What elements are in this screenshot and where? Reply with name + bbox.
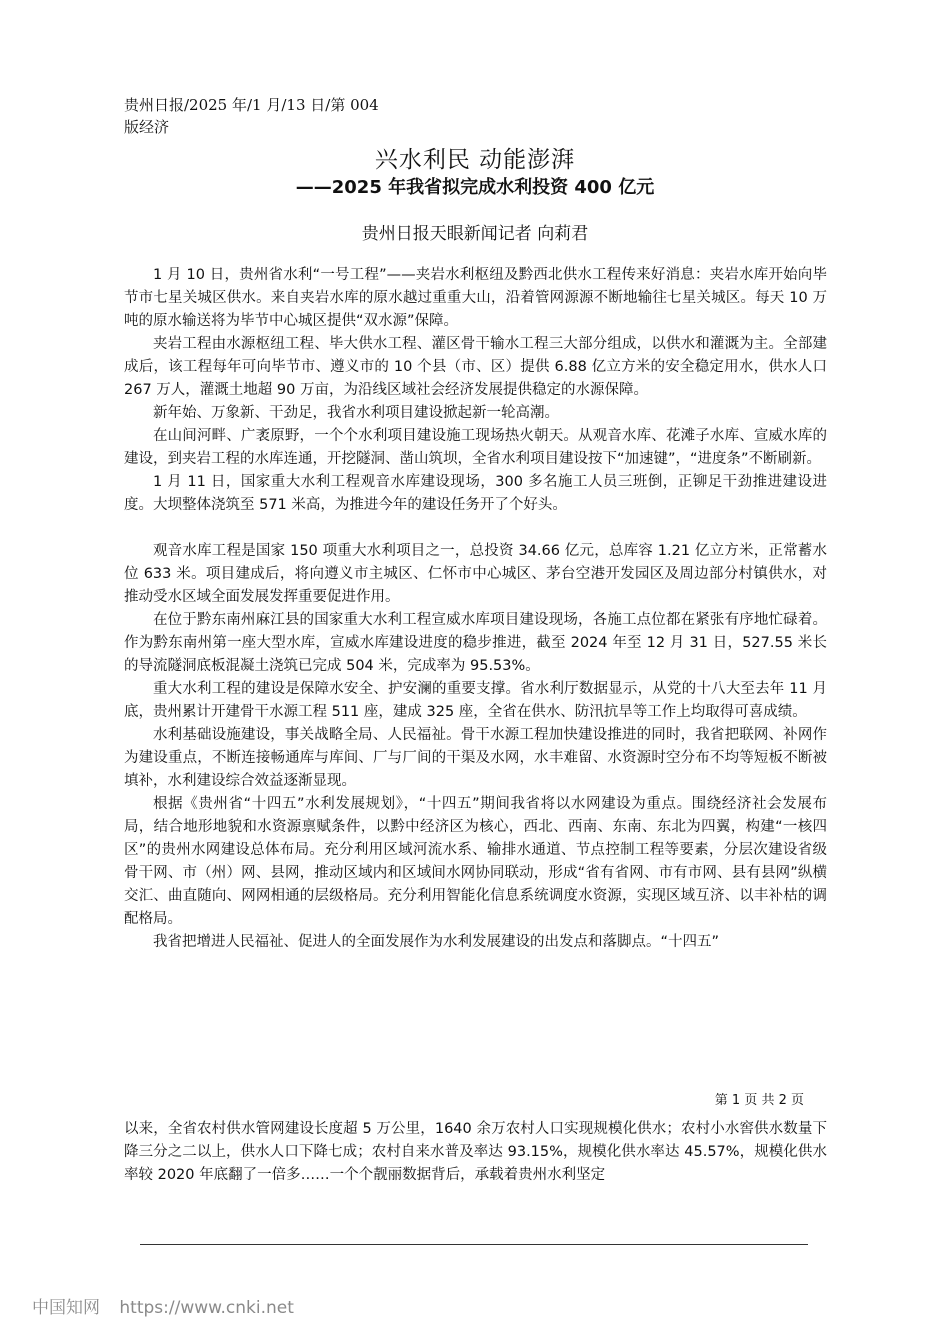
paragraph: 观音水库工程是国家 150 项重大水利项目之一，总投资 34.66 亿元，总库容 1.21 亿立方米，正常蓄水位 633 米。项目建成后，将向遵义市主城区、仁怀市中心城区、茅台空港开发园区及周边部分村镇供水，对推动受水区域全面发展发挥重要促进作用。 [124, 543, 827, 605]
continued-text [124, 1118, 827, 1187]
article-subtitle: ——2025 年我省拟完成水利投资 400 亿元 [295, 177, 655, 198]
article-author: 贵州日报天眼新闻记者 向莉君 [361, 224, 589, 244]
paragraph: 我省把增进人民福祉、促进人的全面发展作为水利发展建设的出发点和落脚点。“十四五” [153, 934, 720, 950]
paragraph: 重大水利工程的建设是保障水安全、护安澜的重要支撑。省水利厅数据显示，从党的十八大至去年 11 月底，贵州累计开建骨干水源工程 511 座，建成 325 座，全省在供水、防汛抗旱等工作上均取得可喜成绩。 [124, 681, 827, 720]
paragraph: 1 月 10 日，贵州省水利“一号工程”——夹岩水利枢纽及黔西北供水工程传来好消息：夹岩水库开始向毕节市七星关城区供水。来自夹岩水库的原水越过重重大山，沿着管网源源不断地输往七星关城区。每天 10 万吨的原水输送将为毕节中心城区提供“双水源”保障。 [124, 267, 827, 329]
footer-divider [140, 1244, 808, 1245]
paragraph: 在位于黔东南州麻江县的国家重大水利工程宣威水库项目建设现场，各施工点位都在紧张有序地忙碌着。作为黔东南州第一座大型水库，宣威水库建设进度的稳步推进，截至 2024 年至 12 月 31 日，527.55 米长的导流隧洞底板混凝土浇筑已完成 504 米，完成率为 95.53%。 [124, 612, 827, 674]
article-body [124, 264, 827, 954]
source-line-2: 版经济 [124, 118, 170, 136]
source-info [124, 94, 484, 138]
paragraph: 水利基础设施建设，事关战略全局、人民福祉。骨干水源工程加快建设推进的同时，我省把联网、补网作为建设重点，不断连接畅通库与库间、厂与厂间的干渠及水网，水丰难留、水资源时空分布不均等短板不断被填补，水利建设综合效益逐渐显现。 [124, 727, 827, 789]
watermark-url: https://www.cnki.net [119, 1298, 294, 1318]
paragraph: 根据《贵州省“十四五”水利发展规划》，“十四五”期间我省将以水网建设为重点。围绕经济社会发展布局，结合地形地貌和水资源禀赋条件，以黔中经济区为核心，西北、西南、东南、东北为四翼，构建“一核四区”的贵州水网建设总体布局。充分利用区域河流水系、输排水通道、节点控制工程等要素，分层次建设省级骨干网、市（州）网、县网，推动区域内和区域间水网协同联动，形成“省有省网、市有市网、县有县网”纵横交汇、曲直随向、网网相通的层级格局。充分利用智能化信息系统调度水资源，实现区域互济、以丰补枯的调配格局。 [124, 796, 827, 927]
watermark [32, 1293, 308, 1318]
watermark-brand: 中国知网 [32, 1298, 100, 1318]
paragraph: 夹岩工程由水源枢纽工程、毕大供水工程、灌区骨干输水工程三大部分组成，以供水和灌溉为主。全部建成后，该工程每年可向毕节市、遵义市的 10 个县（市、区）提供 6.88 亿立方米的安全稳定用水，供水人口 267 万人，灌溉土地超 90 万亩，为沿线区域社会经济发展提供稳定的水源保障。 [124, 336, 827, 398]
paragraph: 在山间河畔、广袤原野，一个个水利项目建设施工现场热火朝天。从观音水库、花滩子水库、宣威水库的建设，到夹岩工程的水库连通，开挖隧洞、凿山筑坝，全省水利项目建设按下“加速键”，“进度条”不断刷新。 [124, 428, 827, 467]
paragraph-continuation: 以来，全省农村供水管网建设长度超 5 万公里，1640 余万农村人口实现规模化供水；农村小水窖供水数量下降三分之二以上，供水人口下降七成；农村自来水普及率达 93.15%，规模化供水率达 45.57%，规模化供水率较 2020 年底翻了一倍多……一个个靓丽数据背后，承载着贵州水利坚定 [124, 1121, 827, 1183]
paragraph: 1 月 11 日，国家重大水利工程观音水库建设现场，300 多名施工人员三班倒，正铆足干劲推进建设进度。大坝整体浇筑至 571 米高，为推进今年的建设任务开了个好头。 [124, 474, 827, 513]
source-line-1: 贵州日报/2025 年/1 月/13 日/第 004 [124, 96, 379, 114]
page-number: 第 1 页 共 2 页 [714, 1093, 804, 1108]
article-title: 兴水利民 动能澎湃 [374, 147, 576, 173]
paragraph: 新年始、万象新、干劲足，我省水利项目建设掀起新一轮高潮。 [153, 405, 559, 421]
